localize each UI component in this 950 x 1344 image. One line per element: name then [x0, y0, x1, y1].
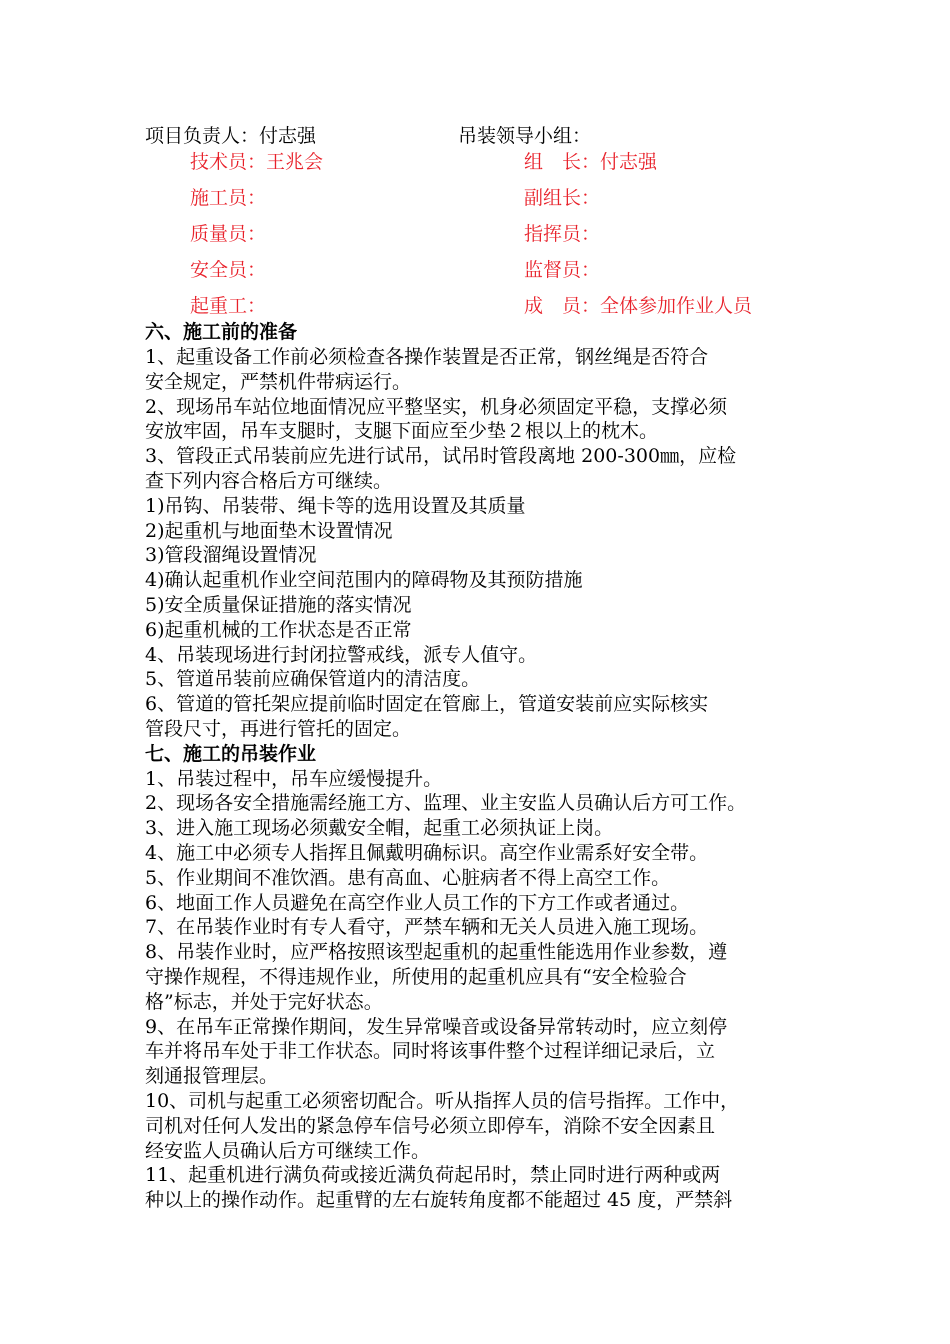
role-constructor: 施工员：: [190, 187, 267, 209]
s6-line: 安放牢固，吊车支腿时，支腿下面应至少垫２根以上的枕木。: [145, 420, 659, 443]
s7-line: 车并将吊车处于非工作状态。同时将该事件整个过程详细记录后，立: [145, 1040, 716, 1063]
s7-line: 种以上的操作动作。起重臂的左右旋转角度都不能超过 45 度，严禁斜: [145, 1189, 733, 1212]
s6-line: 管段尺寸，再进行管托的固定。: [145, 717, 412, 740]
s6-line: 2)起重机与地面垫木设置情况: [145, 519, 393, 542]
role-quality: 质量员：: [190, 223, 267, 245]
s7-line: 司机对任何人发出的紧急停车信号必须立即停车，消除不安全因素且: [145, 1114, 716, 1137]
s7-line: 4、施工中必须专人指挥且佩戴明确标识。高空作业需系好安全带。: [145, 841, 709, 864]
s7-line: 守操作规程，不得违规作业，所使用的起重机应具有“安全检验合: [145, 965, 687, 988]
s6-line: 4)确认起重机作业空间范围内的障碍物及其预防措施: [145, 569, 583, 592]
s6-line: 安全规定，严禁机件带病运行。: [145, 370, 412, 393]
s6-line: 5)安全质量保证措施的落实情况: [145, 593, 412, 616]
s7-line: 8、吊装作业时，应严格按照该型起重机的起重性能选用作业参数，遵: [145, 941, 728, 964]
role-supervisor: 监督员：: [524, 259, 601, 281]
role-commander: 指挥员：: [524, 223, 601, 245]
s6-line: 1)吊钩、吊装带、绳卡等的选用设置及其质量: [145, 494, 526, 517]
role-members: 成 员：全体参加作业人员: [524, 295, 753, 317]
section7-title: 七、施工的吊装作业: [145, 742, 317, 765]
s7-line: 刻通报管理层。: [145, 1065, 279, 1088]
role-technician: 技术员：王兆会: [190, 151, 324, 173]
body-text: [145, 345, 815, 1213]
role-safety: 安全员：: [190, 259, 267, 281]
s7-line: 2、现场各安全措施需经施工方、监理、业主安监人员确认后方可工作。: [145, 792, 747, 815]
role-deputy-leader: 副组长：: [524, 187, 601, 209]
s6-line: 2、现场吊车站位地面情况应平整坚实，机身必须固定平稳，支撑必须: [145, 395, 728, 418]
s6-line: 5、管道吊装前应确保管道内的清洁度。: [145, 668, 481, 691]
s7-line: 7、在吊装作业时有专人看守，严禁车辆和无关人员进入施工现场。: [145, 916, 709, 939]
s7-line: 9、在吊车正常操作期间，发生异常噪音或设备异常转动时，应立刻停: [145, 1015, 728, 1038]
s7-line: 3、进入施工现场必须戴安全帽，起重工必须执证上岗。: [145, 817, 614, 840]
section6-title: 六、施工前的准备: [145, 321, 298, 343]
s6-line: 3、管段正式吊装前应先进行试吊，试吊时管段离地 200-300㎜，应检: [145, 445, 737, 468]
s6-line: 4、吊装现场进行封闭拉警戒线，派专人值守。: [145, 643, 538, 666]
group-title: 吊装领导小组：: [458, 125, 592, 147]
s6-line: 6、管道的管托架应提前临时固定在管廊上，管道安装前应实际核实: [145, 693, 709, 716]
project-leader: 项目负责人：付志强: [145, 125, 317, 147]
s7-line: 6、地面工作人员避免在高空作业人员工作的下方工作或者通过。: [145, 891, 690, 914]
s7-line: 10、司机与起重工必须密切配合。听从指挥人员的信号指挥。工作中，: [145, 1089, 740, 1112]
s6-line: 1、起重设备工作前必须检查各操作装置是否正常，钢丝绳是否符合: [145, 346, 709, 368]
s7-line: 格”标志，并处于完好状态。: [145, 990, 383, 1013]
s7-line: 5、作业期间不准饮酒。患有高血、心脏病者不得上高空工作。: [145, 866, 671, 889]
role-rigger: 起重工：: [190, 295, 267, 317]
s6-line: 3)管段溜绳设置情况: [145, 544, 317, 567]
s6-line: 6)起重机械的工作状态是否正常: [145, 618, 412, 641]
s6-line: 查下列内容合格后方可继续。: [145, 469, 393, 492]
s7-line: 1、吊装过程中，吊车应缓慢提升。: [145, 767, 443, 790]
s7-line: 经安监人员确认后方可继续工作。: [145, 1139, 431, 1162]
role-group-leader: 组 长：付志强: [524, 151, 658, 173]
s7-line: 11、起重机进行满负荷或接近满负荷起吊时，禁止同时进行两种或两: [145, 1164, 721, 1187]
